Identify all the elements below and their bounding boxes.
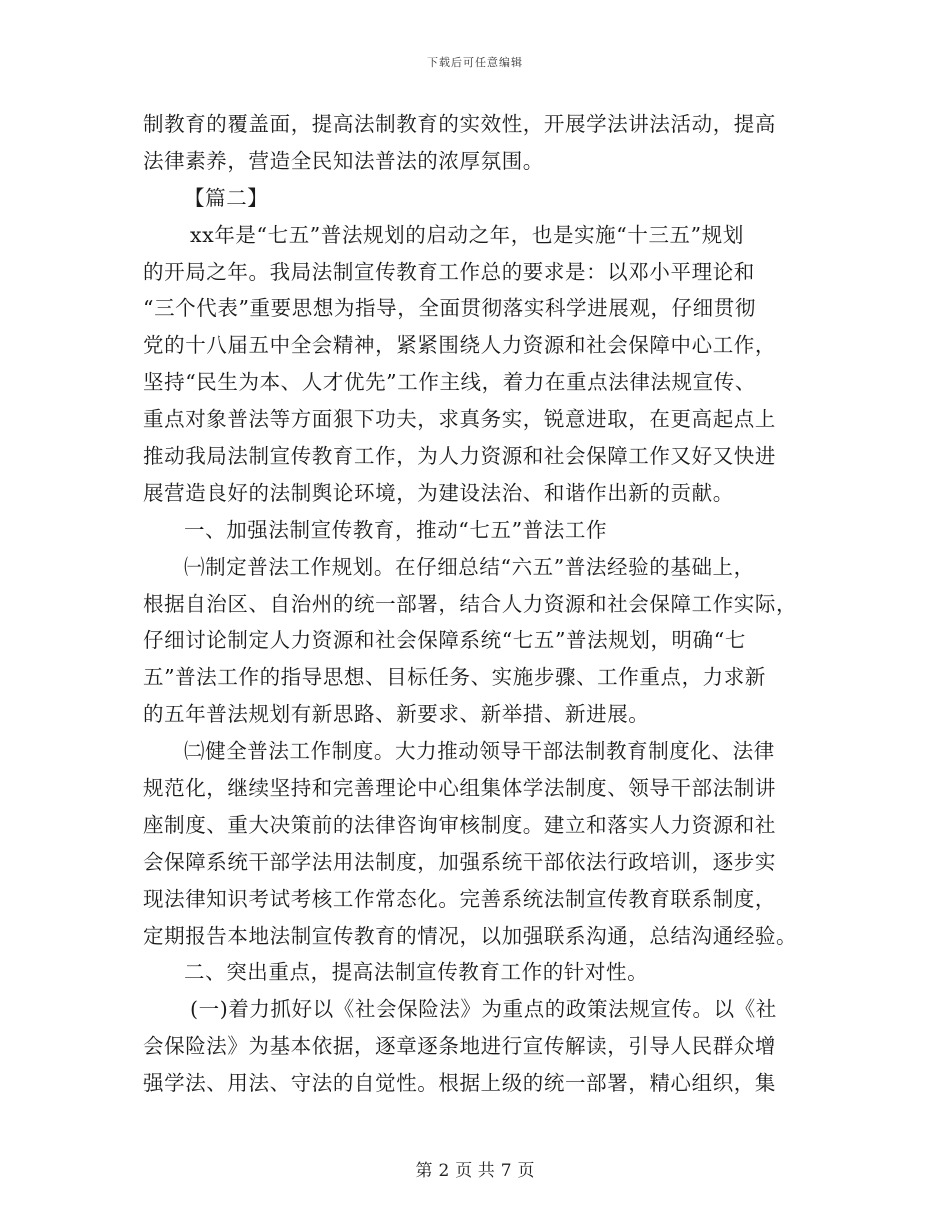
page-label-prefix: 第 (415, 1161, 433, 1181)
body-line: 制教育的覆盖面，提高法制教育的实效性，开展学法讲法活动，提高 (143, 112, 776, 136)
page-header: 下载后可任意编辑 (427, 56, 523, 69)
page-label-middle: 页 共 (455, 1161, 495, 1181)
body-line: 定期报告本地法制宣传教育的情况，以加强联系沟通，总结沟通经验。 (143, 923, 798, 948)
page-footer (0, 1156, 950, 1181)
body-line: 会保险法》为基本依据，逐章逐条地进行宣传解读，引导人民群众增 (143, 1034, 776, 1059)
body-line: 座制度、重大决策前的法律咨询审核制度。建立和落实人力资源和社 (143, 812, 776, 837)
body-line: 仔细讨论制定人力资源和社会保障系统“七五”普法规划，明确“七 (143, 628, 746, 653)
section-heading: 二、突出重点，提高法制宣传教育工作的针对性。 (184, 960, 649, 985)
body-line: 五”普法工作的指导思想、目标任务、实施步骤、工作重点，力求新 (143, 665, 766, 690)
body-line: 根据自治区、自治州的统一部署，结合人力资源和社会保障工作实际， (143, 591, 798, 616)
body-line: 法律素养，营造全民知法普法的浓厚氛围。 (143, 148, 544, 173)
body-line: 强学法、用法、守法的自觉性。根据上级的统一部署，精心组织，集 (143, 1071, 776, 1096)
paragraph-start: xx年是“七五”普法规划的启动之年，也是实施“十三五”规划 (190, 222, 744, 247)
body-line: 现法律知识考试考核工作常态化。完善系统法制宣传教育联系制度， (143, 886, 776, 911)
body-line: 规范化，继续坚持和完善理论中心组集体学法制度、领导干部法制讲 (143, 776, 776, 801)
document-body (143, 106, 823, 1102)
body-line: 的五年普法规划有新思路、新要求、新举措、新进展。 (143, 702, 650, 727)
body-line: 推动我局法制宣传教育工作，为人力资源和社会保障工作又好又快进 (143, 444, 776, 469)
paragraph-start: ㈡健全普法工作制度。大力推动领导干部法制教育制度化、法律 (184, 739, 775, 764)
body-line: 党的十八届五中全会精神，紧紧围绕人力资源和社会保障中心工作， (143, 333, 776, 358)
body-line: 坚持“民生为本、人才优先”工作主线，着力在重点法律法规宣传、 (143, 370, 756, 395)
body-line: “三个代表”重要思想为指导，全面贯彻落实科学进展观，仔细贯彻 (143, 296, 756, 321)
section-heading: 【篇二】 (184, 185, 269, 210)
section-heading: 一、加强法制宣传教育，推动“七五”普法工作 (184, 517, 608, 542)
paragraph-start: (一)着力抓好以《社会保险法》为重点的政策法规宣传。以《社 (190, 997, 777, 1022)
page-label-suffix: 页 (517, 1161, 535, 1181)
total-pages-number: 7 (500, 1161, 512, 1181)
body-line: 会保障系统干部学法用法制度，加强系统干部依法行政培训，逐步实 (143, 849, 776, 874)
body-line: 的开局之年。我局法制宣传教育工作总的要求是：以邓小平理论和 (143, 259, 755, 284)
body-line: 重点对象普法等方面狠下功夫，求真务实，锐意进取，在更高起点上 (143, 407, 776, 432)
paragraph-start: ㈠制定普法工作规划。在仔细总结“六五”普法经验的基础上， (184, 554, 755, 579)
current-page-number: 2 (438, 1161, 450, 1181)
body-line: 展营造良好的法制舆论环境，为建设法治、和谐作出新的贡献。 (143, 480, 734, 505)
